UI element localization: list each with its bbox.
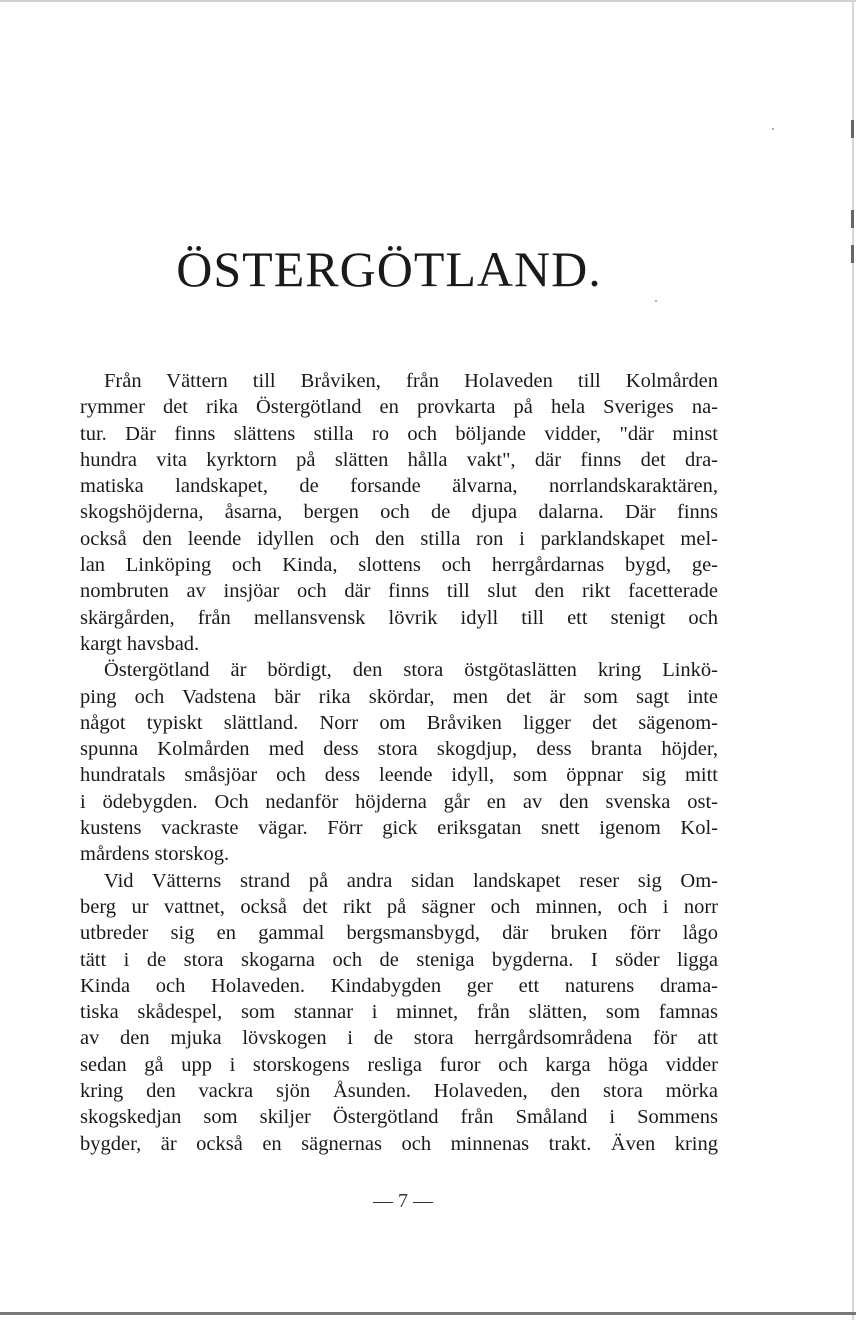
edge-mark — [851, 245, 854, 263]
text-line: berg ur vattnet, också det rikt på sägner och minnen, och i norr — [80, 895, 718, 918]
text-line: kargt havsbad. — [80, 632, 200, 655]
text-line: hundra vita kyrktorn på slätten hålla vakt", där finns det dra- — [80, 448, 718, 471]
text-line: lan Linköping och Kinda, slottens och herrgårdarnas bygd, ge- — [80, 554, 718, 577]
text-line: kustens vackraste vägar. Förr gick eriksgatan snett igenom Kol- — [80, 817, 718, 840]
text-line: mårdens storskog. — [80, 843, 230, 866]
page-top-edge — [0, 0, 856, 2]
scan-speck — [655, 300, 657, 302]
text-line: i ödebygden. Och nedanför höjderna går en av den svenska ost- — [80, 790, 718, 813]
text-line: tur. Där finns slättens stilla ro och böljande vidder, "där minst — [80, 422, 718, 445]
text-line: hundratals småsjöar och dess leende idyll, som öppnar sig mitt — [80, 764, 718, 787]
edge-mark — [851, 120, 854, 138]
text-line: Östergötland är bördigt, den stora östgötaslätten kring Linkö- — [104, 659, 718, 682]
text-line: något typiskt slättland. Norr om Bråviken ligger det sägenom- — [80, 711, 718, 734]
text-line: tätt i de stora skogarna och de steniga bygderna. I söder ligga — [80, 948, 718, 971]
text-line: skogskedjan som skiljer Östergötland från Småland i Sommens — [80, 1106, 718, 1129]
text-line: också den leende idyllen och den stilla ron i parklandskapet mel- — [80, 527, 718, 550]
text-line: tiska skådespel, som stannar i minnet, från slätten, som famnas — [80, 1001, 718, 1024]
text-line: rymmer det rika Östergötland en provkarta på hela Sveriges na- — [80, 396, 718, 419]
text-line: skogshöjderna, åsarna, bergen och de djupa dalarna. Där finns — [80, 501, 718, 524]
page-right-edge — [852, 0, 854, 1320]
text-line: nombruten av insjöar och där finns till slut den rikt facetterade — [80, 580, 718, 603]
page-bottom-edge — [0, 1312, 856, 1315]
edge-mark — [851, 210, 854, 228]
text-line: kring den vackra sjön Åsunden. Holaveden, den stora mörka — [80, 1080, 718, 1103]
text-line: matiska landskapet, de forsande älvarna, norrlandskaraktären, — [80, 475, 718, 498]
page-number: — 7 — — [373, 1190, 433, 1212]
text-line: skärgården, från mellansvensk lövrik idyll till ett stenigt och — [80, 606, 718, 629]
text-line: ping och Vadstena bär rika skördar, men det är som sagt inte — [80, 685, 718, 708]
text-line: Vid Vätterns strand på andra sidan landskapet reser sig Om- — [104, 869, 718, 892]
text-line: Från Vättern till Bråviken, från Holaveden till Kolmården — [104, 370, 718, 392]
text-line: spunna Kolmården med dess stora skogdjup, dess branta höjder, — [80, 738, 718, 761]
text-line: sedan gå upp i storskogens resliga furor och karga höga vidder — [80, 1053, 718, 1076]
text-line: utbreder sig en gammal bergsmansbygd, där bruken förr lågo — [80, 922, 718, 945]
text-line: bygder, är också en sägnernas och minnenas trakt. Även kring — [80, 1132, 718, 1155]
text-line: Kinda och Holaveden. Kindabygden ger ett naturens drama- — [80, 974, 718, 997]
scan-speck — [772, 128, 774, 130]
page-title: ÖSTERGÖTLAND. — [176, 241, 602, 297]
body-text — [80, 368, 718, 1157]
text-line: av den mjuka lövskogen i de stora herrgårdsområdena för att — [80, 1027, 718, 1050]
